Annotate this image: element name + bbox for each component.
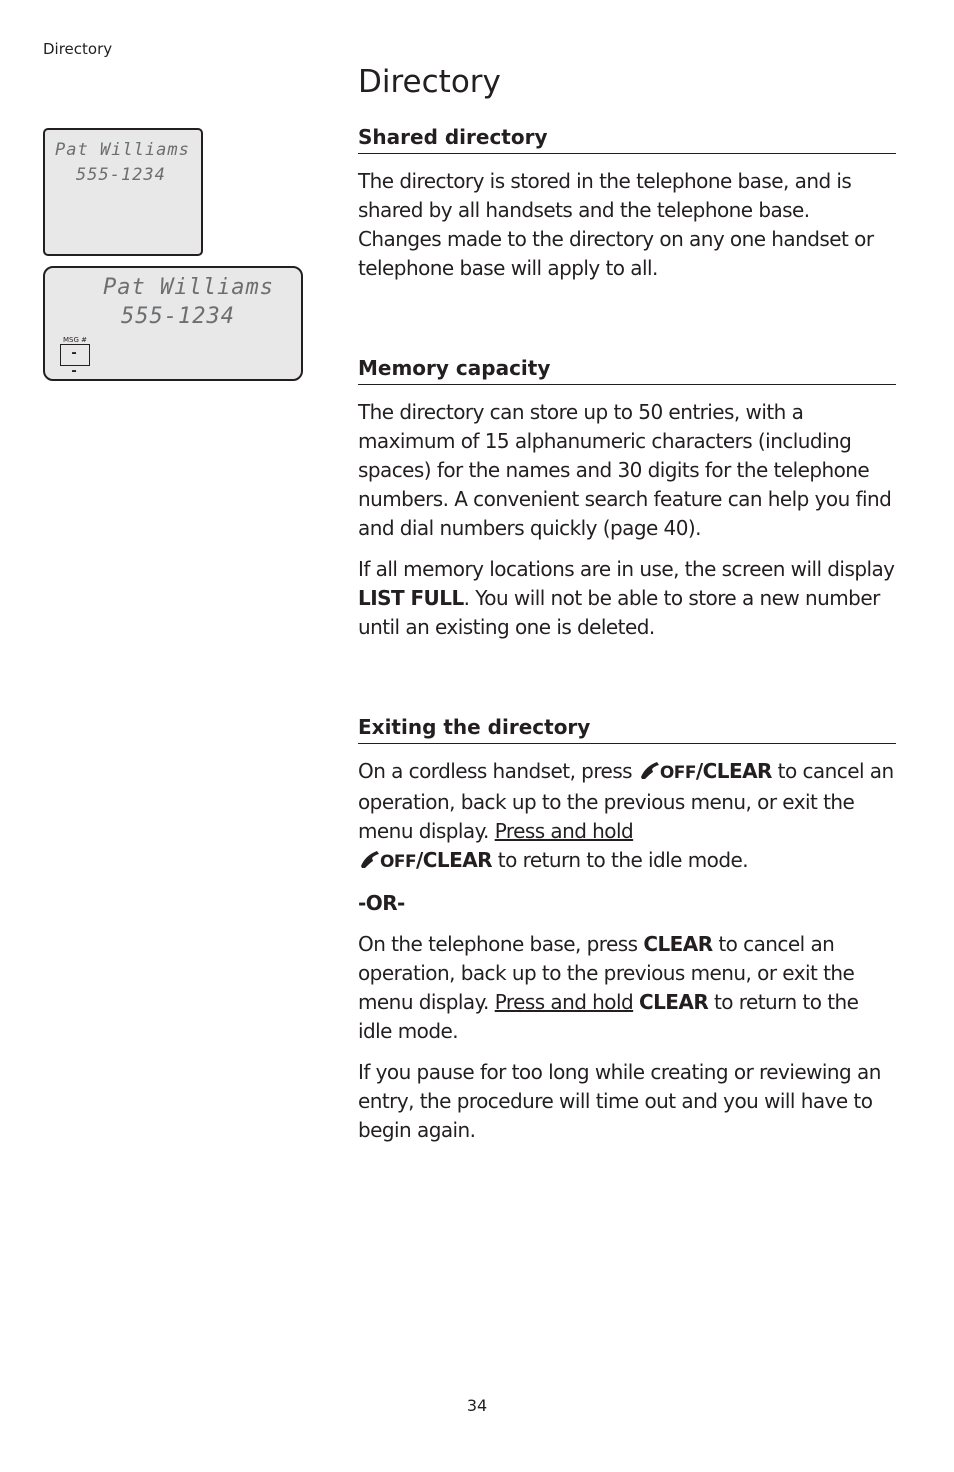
list-full-keyword: LIST FULL (358, 586, 464, 610)
section-heading-exiting-directory: Exiting the directory (358, 712, 896, 744)
paragraph-shared-directory: The directory is stored in the telephone base, and is shared by all handsets and the telephone base. Changes made to the directory on any one handset or telephone base will apply to all. (358, 169, 874, 280)
base-screen-number: 555-1234 (121, 304, 235, 329)
page-number: 34 (466, 1396, 488, 1415)
clear-key-label: /CLEAR (695, 759, 772, 783)
section-heading-shared-directory: Shared directory (358, 122, 896, 154)
clear-key-label: /CLEAR (416, 848, 492, 872)
msg-count-display: - - (60, 344, 90, 366)
or-separator (358, 889, 896, 918)
phone-off-icon (358, 848, 380, 877)
clear-key-label: CLEAR (638, 990, 709, 1014)
press-and-hold-text: Press and hold (494, 819, 634, 843)
text-run: On the telephone base, press (358, 932, 644, 956)
text-run: If all memory locations are in use, the screen will display (358, 557, 895, 581)
paragraph-timeout: If you pause for too long while creating or reviewing an entry, the procedure will time out and you will have to begin again. (358, 1060, 881, 1142)
base-screen-illustration (43, 266, 303, 381)
handset-screen-illustration (43, 128, 203, 256)
paragraph-list-full (358, 555, 896, 642)
page-title: Directory (358, 64, 501, 100)
text-run: On a cordless handset, press (358, 759, 638, 783)
running-header: Directory (43, 40, 113, 58)
msg-count-label: MSG # (63, 336, 87, 344)
press-and-hold-text: Press and hold (494, 990, 634, 1014)
text-run: to return to the idle mode. (492, 848, 749, 872)
paragraph-exit-base (358, 930, 896, 1046)
handset-screen-number: 555-1234 (76, 165, 166, 185)
section-heading-memory-capacity: Memory capacity (358, 353, 896, 385)
paragraph-memory-capacity: The directory can store up to 50 entries, with a maximum of 15 alphanumeric characters (including spaces) for the names and 30 digits for the telephone numbers. A convenient search feature can help you find and dial numbers quickly (page 40). (358, 400, 892, 540)
phone-off-icon (638, 759, 660, 788)
or-text: -OR- (358, 891, 405, 915)
paragraph-exit-handset (358, 757, 896, 877)
base-screen-name: Pat Williams (103, 275, 274, 300)
clear-key-label: CLEAR (643, 932, 713, 956)
off-key-label: OFF (380, 852, 417, 872)
main-content (358, 122, 896, 1157)
text-run: to return to the idle mode. (358, 990, 859, 1043)
off-key-label: OFF (659, 763, 696, 783)
text-run: to cancel an operation, back up to the previous menu, or exit the menu display. (358, 932, 855, 1014)
text-run: to cancel an operation, back up to the previous menu, or exit the menu display. (358, 759, 894, 843)
handset-screen-name: Pat Williams (55, 140, 190, 160)
text-run: . You will not be able to store a new number until an existing one is deleted. (358, 586, 880, 639)
